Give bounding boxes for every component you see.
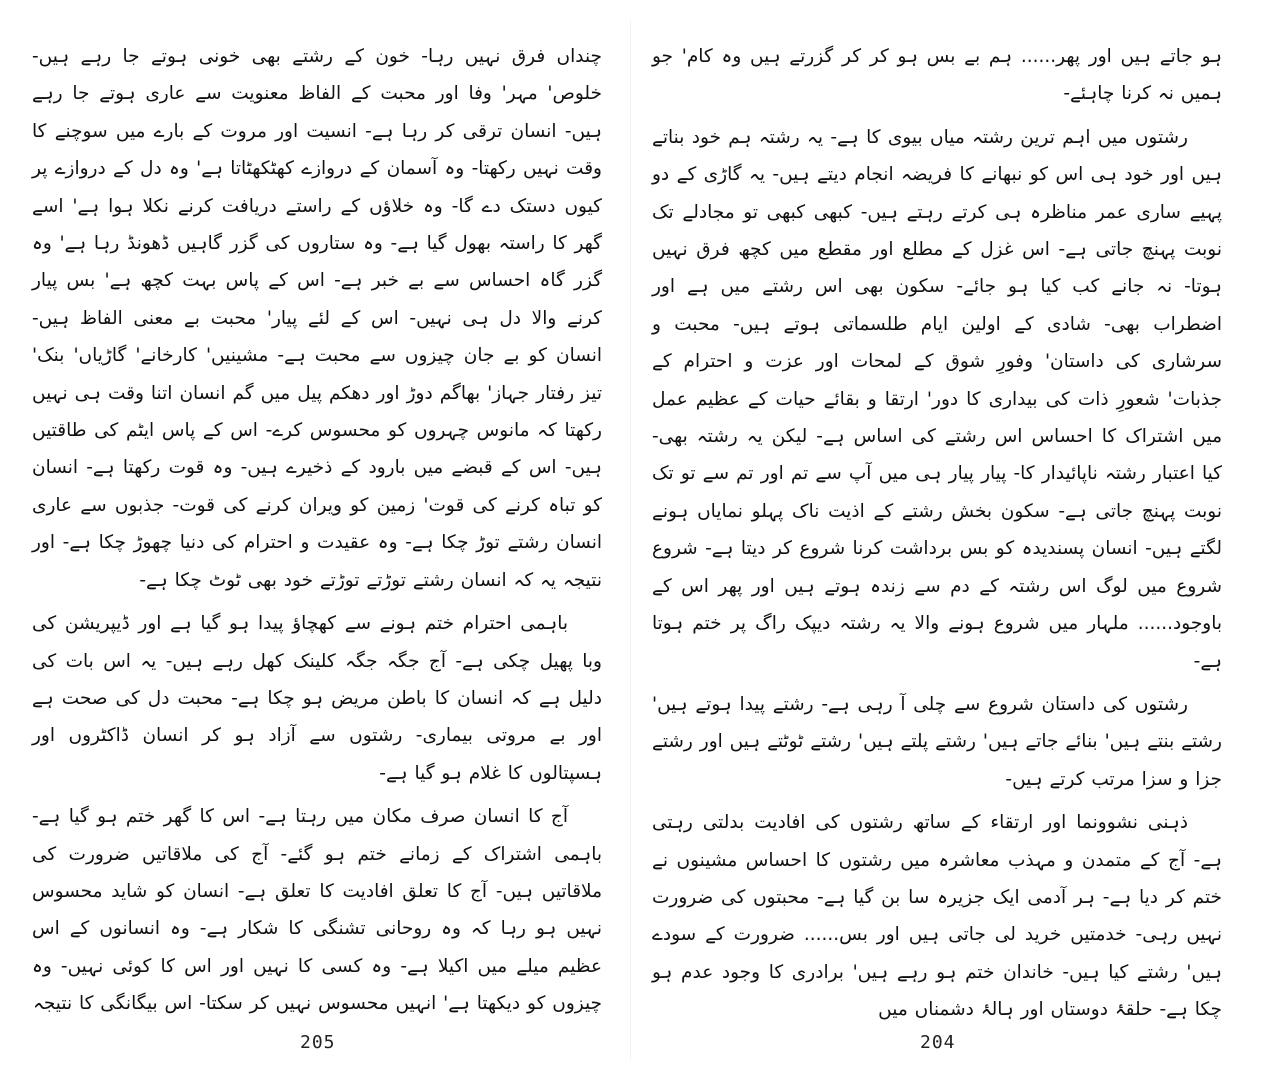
right-paragraph-1: ہو جاتے ہیں اور پھر...... ہم بے بس ہو کر کر گزرتے ہیں وہ کام' جو ہمیں نہ کرنا چاہئے- <box>652 46 1222 105</box>
left-paragraph-2: باہمی احترام ختم ہونے سے کھچاؤ پیدا ہو گیا ہے اور ڈیپریشن کی وبا پھیل چکی ہے- آج جگہ جگہ کلینک کھل رہے ہیں- یہ اس بات کی دلیل ہے کہ انسان کا باطن مریض ہو چکا ہے- محبت دل کی صحت ہے اور بے مروتی بیماری- رشتوں سے آزاد ہو کر انسان ڈاکٹروں اور ہسپتالوں کا غلام ہو گیا ہے- <box>32 613 602 784</box>
page-gutter <box>630 20 631 1060</box>
left-page <box>32 38 602 1038</box>
page-number-left: 205 <box>300 1032 336 1053</box>
page-number-right: 204 <box>920 1032 956 1053</box>
right-paragraph-2: رشتوں میں اہم ترین رشتہ میاں بیوی کا ہے- یہ رشتہ ہم خود بناتے ہیں اور خود ہی اس کو نبھانے کا فریضہ انجام دیتے ہیں- یہ گاڑی کے دو پہیے ساری عمر مناظرہ ہی کرتے رہتے ہیں- کبھی کبھی تو مجادلے تک نوبت پہنچ جاتی ہے- اس غزل کے مطلع اور مقطع میں کچھ فرق نہیں ہوتا- نہ جانے کب کیا ہو جائے- سکون بھی اس رشتے میں ہے اور اضطراب بھی- شادی کے اولین ایام طلسماتی ہوتے ہیں- محبت و سرشاری کی داستان' وفورِ شوق کے لمحات اور عزت و احترام کے جذبات' شعورِ ذات کی بیداری کا دور' ارتقا و بقائے حیات کے عظیم عمل میں اشتراک کا احساس اس رشتے کی اساس ہے- لیکن یہ رشتہ بھی- کیا اعتبار رشتہ ناپائیدار کا- پیار پیار ہی میں آپ سے تم اور تم سے تو تک نوبت پہنچ جاتی ہے- سکون بخش رشتے کے اذیت ناک پہلو نمایاں ہونے لگتے ہیں- انسان پسندیدہ کو بس برداشت کرنا شروع کر دیتا ہے- شروع شروع میں لوگ اس رشتہ کے دم سے زندہ ہوتے ہیں اور پھر اس کے باوجود...... ملہار میں شروع ہونے والا یہ رشتہ دیپک راگ پر ختم ہوتا ہے- <box>652 126 1222 672</box>
left-paragraph-3: آج کا انسان صرف مکان میں رہتا ہے- اس کا گھر ختم ہو گیا ہے- باہمی اشتراک کے زمانے ختم ہو گئے- آج کی ملاقاتیں ضرورت کی ملاقاتیں ہیں- آج کا تعلق افادیت کا تعلق ہے- انسان کو شاید محسوس نہیں ہو رہا کہ وہ روحانی تشنگی کا شکار ہے- وہ انسانوں کے اس عظیم میلے میں اکیلا ہے- وہ کسی کا نہیں اور اس کا کوئی نہیں- وہ چیزوں کو دیکھتا ہے' انہیں محسوس نہیں کر سکتا- اس بیگانگی کا نتیجہ <box>32 806 602 1015</box>
right-page <box>652 38 1222 1038</box>
left-paragraph-1: چنداں فرق نہیں رہا- خون کے رشتے بھی خونی ہوتے جا رہے ہیں- خلوص' مہر' وفا اور محبت کے الفاظ معنویت سے عاری ہوتے جا رہے ہیں- انسان ترقی کر رہا ہے- انسیت اور مروت کے بارے میں سوچنے کا وقت نہیں رکھتا- وہ آسمان کے دروازے کھٹکھٹاتا ہے' وہ دل کے دروازے پر کیوں دستک دے گا- وہ خلاؤں کے راستے دریافت کرنے نکلا ہوا ہے' اسے گھر کا راستہ بھول گیا ہے- وہ ستاروں کی گزر گاہیں ڈھونڈ رہا ہے' وہ گزر گاہ احساس سے بے خبر ہے- اس کے پاس بہت کچھ ہے' بس پیار کرنے والا دل ہی نہیں- اس کے لئے پیار' محبت بے معنی الفاظ ہیں- انسان کو بے جان چیزوں سے محبت ہے- مشینیں' کارخانے' گاڑیاں' بنک' تیز رفتار جہاز' بھاگم دوڑ اور دھکم پیل میں گم انسان اتنا وقت ہی نہیں رکھتا کہ مانوس چہروں کو محسوس کرے- اس کے پاس ایٹم کی طاقتیں ہیں- اس کے قبضے میں بارود کے ذخیرے ہیں- وہ قوت رکھتا ہے- انسان کو تباہ کرنے کی قوت' زمین کو ویران کرنے کی قوت- جذبوں سے عاری انسان رشتے توڑ چکا ہے- وہ عقیدت و احترام کی دنیا چھوڑ چکا ہے- اور نتیجہ یہ کہ انسان رشتے توڑتے توڑتے خود بھی ٹوٹ چکا ہے- <box>32 46 602 591</box>
right-paragraph-4: ذہنی نشوونما اور ارتقاء کے ساتھ رشتوں کی افادیت بدلتی رہتی ہے- آج کے متمدن و مہذب معاشرہ میں رشتوں کا احساس مشینوں نے ختم کر دیا ہے- ہر آدمی ایک جزیرہ سا بن گیا ہے- محبتوں کی ضرورت نہیں رہی- خدمتیں خرید لی جاتی ہیں اور بس...... ضرورت کے سودے ہیں' رشتے کیا ہیں- خاندان ختم ہو رہے ہیں' برادری کا وجود عدم ہو چکا ہے- حلقۂ دوستاں اور ہالۂ دشمناں میں <box>652 812 1222 1021</box>
right-paragraph-3: رشتوں کی داستان شروع سے چلی آ رہی ہے- رشتے پیدا ہوتے ہیں' رشتے بنتے ہیں' بنائے جاتے ہیں' رشتے پلتے ہیں' رشتے ٹوٹتے ہیں اور رشتے جزا و سزا مرتب کرتے ہیں- <box>652 693 1222 790</box>
